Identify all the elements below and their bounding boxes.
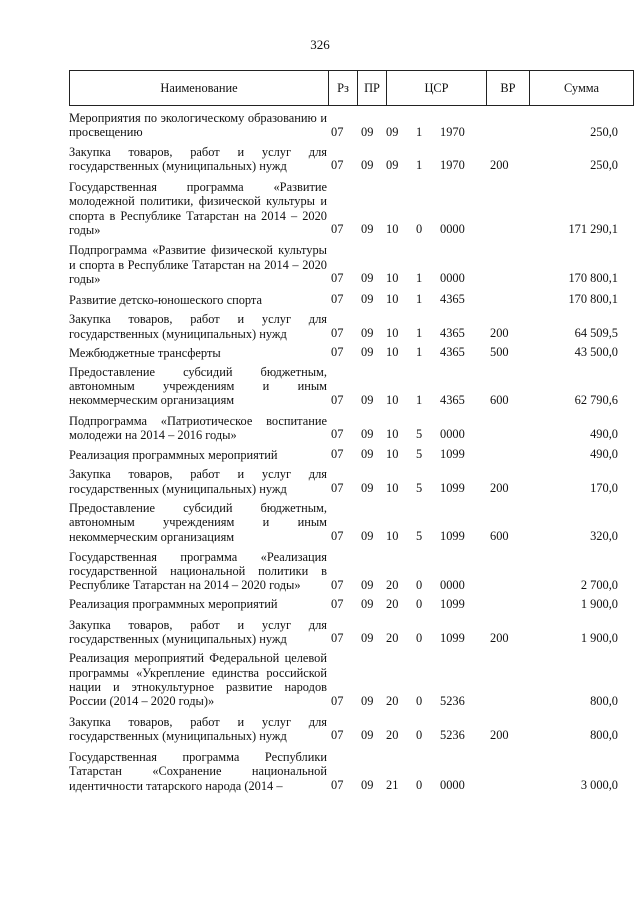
row-csr-program: 21 [386, 777, 399, 792]
row-sum: 800,0 [590, 728, 618, 743]
row-vr: 200 [490, 480, 509, 495]
row-csr-program: 20 [386, 693, 399, 708]
row-sum: 3 000,0 [580, 777, 618, 792]
row-rz: 07 [331, 596, 344, 611]
row-rz: 07 [331, 577, 344, 592]
row-csr-program: 10 [386, 392, 399, 407]
row-csr-program: 10 [386, 447, 399, 462]
row-csr-program: 10 [386, 427, 399, 442]
row-pr: 09 [361, 158, 374, 173]
table-row [69, 180, 634, 237]
row-name: Закупка товаров, работ и услуг для государственных (муниципальных) нужд [69, 312, 327, 341]
row-csr-item: 5236 [440, 693, 465, 708]
table-row [69, 447, 634, 462]
row-name: Закупка товаров, работ и услуг для государственных (муниципальных) нужд [69, 467, 327, 496]
budget-table [69, 70, 634, 793]
row-name: Государственная программа «Реализация государственной национальной политики в Республике Татарстан на 2014 – 2020 годы» [69, 549, 327, 593]
row-pr: 09 [361, 596, 374, 611]
row-sum: 2 700,0 [580, 577, 618, 592]
row-csr-item: 4365 [440, 292, 465, 307]
row-name: Реализация мероприятий Федеральной целевой программы «Укрепление единства российской нации и этнокультурное развитие народов России (2014 – 2020 годы)» [69, 651, 327, 709]
table-row [69, 715, 634, 744]
table-row [69, 292, 634, 307]
row-csr-item: 4365 [440, 392, 465, 407]
row-csr-item: 4365 [440, 325, 465, 340]
row-sum: 1 900,0 [580, 596, 618, 611]
row-rz: 07 [331, 427, 344, 442]
row-rz: 07 [331, 728, 344, 743]
table-row [69, 618, 634, 647]
row-pr: 09 [361, 728, 374, 743]
row-csr-subprogram: 0 [416, 222, 423, 237]
header-vr: ВР [486, 71, 529, 105]
row-pr: 09 [361, 777, 374, 792]
row-sum: 171 290,1 [568, 222, 618, 237]
row-csr-subprogram: 0 [416, 728, 423, 743]
row-rz: 07 [331, 124, 344, 139]
row-pr: 09 [361, 271, 374, 286]
row-csr-program: 20 [386, 577, 399, 592]
row-csr-item: 1099 [440, 596, 465, 611]
row-rz: 07 [331, 447, 344, 462]
row-csr-subprogram: 5 [416, 480, 423, 495]
page-number: 326 [310, 37, 330, 52]
row-sum: 800,0 [590, 693, 618, 708]
row-vr: 200 [490, 158, 509, 173]
table-header [69, 70, 634, 106]
row-csr-subprogram: 1 [416, 292, 423, 307]
table-row [69, 243, 634, 286]
row-pr: 09 [361, 292, 374, 307]
row-csr-program: 10 [386, 344, 399, 359]
row-csr-program: 20 [386, 728, 399, 743]
row-csr-program: 10 [386, 528, 399, 543]
row-pr: 09 [361, 528, 374, 543]
row-rz: 07 [331, 528, 344, 543]
row-vr: 200 [490, 728, 509, 743]
row-sum: 250,0 [590, 158, 618, 173]
table-row [69, 365, 634, 408]
row-pr: 09 [361, 631, 374, 646]
row-name: Развитие детско-юношеского спорта [69, 292, 262, 307]
row-csr-subprogram: 5 [416, 447, 423, 462]
row-csr-subprogram: 5 [416, 528, 423, 543]
header-name: Наименование [160, 80, 238, 95]
row-csr-subprogram: 0 [416, 596, 423, 611]
row-name: Подпрограмма «Развитие физической культуры и спорта в Республике Татарстан на 2014 – 2020 годы» [69, 243, 327, 286]
row-csr-item: 1099 [440, 631, 465, 646]
row-csr-subprogram: 0 [416, 577, 423, 592]
row-csr-program: 10 [386, 480, 399, 495]
header-rz: Рз [328, 71, 357, 105]
table-body [69, 111, 634, 793]
row-sum: 62 790,6 [574, 392, 618, 407]
row-csr-item: 4365 [440, 344, 465, 359]
row-csr-program: 10 [386, 271, 399, 286]
row-rz: 07 [331, 271, 344, 286]
row-rz: 07 [331, 292, 344, 307]
row-name: Межбюджетные трансферты [69, 345, 221, 360]
row-pr: 09 [361, 480, 374, 495]
table-row [69, 597, 634, 612]
row-sum: 250,0 [590, 124, 618, 139]
table-row [69, 501, 634, 544]
row-csr-program: 20 [386, 631, 399, 646]
row-rz: 07 [331, 392, 344, 407]
row-csr-item: 1970 [440, 158, 465, 173]
row-csr-subprogram: 0 [416, 693, 423, 708]
row-csr-subprogram: 1 [416, 325, 423, 340]
table-row [69, 414, 634, 443]
row-csr-item: 1970 [440, 124, 465, 139]
row-csr-program: 09 [386, 158, 399, 173]
row-csr-program: 10 [386, 222, 399, 237]
row-sum: 170 800,1 [568, 292, 618, 307]
row-csr-subprogram: 1 [416, 344, 423, 359]
row-pr: 09 [361, 447, 374, 462]
row-rz: 07 [331, 693, 344, 708]
table-row [69, 145, 634, 174]
row-pr: 09 [361, 427, 374, 442]
row-name: Предоставление субсидий бюджетным, автономным учреждениям и иным некоммерческим организациям [69, 500, 327, 544]
row-sum: 320,0 [590, 528, 618, 543]
row-pr: 09 [361, 124, 374, 139]
table-row [69, 312, 634, 341]
row-vr: 200 [490, 325, 509, 340]
row-sum: 490,0 [590, 447, 618, 462]
table-row [69, 651, 634, 708]
row-csr-subprogram: 1 [416, 158, 423, 173]
row-vr: 200 [490, 631, 509, 646]
row-rz: 07 [331, 325, 344, 340]
header-sum: Сумма [529, 71, 633, 105]
row-rz: 07 [331, 631, 344, 646]
row-sum: 64 509,5 [574, 325, 618, 340]
row-csr-item: 0000 [440, 427, 465, 442]
row-name: Закупка товаров, работ и услуг для государственных (муниципальных) нужд [69, 714, 327, 743]
row-rz: 07 [331, 344, 344, 359]
row-pr: 09 [361, 693, 374, 708]
row-rz: 07 [331, 777, 344, 792]
row-vr: 500 [490, 344, 509, 359]
row-csr-item: 1099 [440, 480, 465, 495]
row-name: Реализация программных мероприятий [69, 448, 278, 463]
row-csr-subprogram: 1 [416, 124, 423, 139]
row-pr: 09 [361, 392, 374, 407]
row-csr-item: 0000 [440, 777, 465, 792]
row-csr-program: 10 [386, 325, 399, 340]
header-csr: ЦСР [386, 71, 486, 105]
table-row [69, 467, 634, 496]
row-vr: 600 [490, 528, 509, 543]
row-rz: 07 [331, 222, 344, 237]
row-pr: 09 [361, 344, 374, 359]
row-name: Предоставление субсидий бюджетным, автономным учреждениям и иным некоммерческим организациям [69, 364, 327, 408]
row-name: Государственная программа Республики Татарстан «Сохранение национальной идентичности татарского народа (2014 – [69, 750, 327, 793]
row-csr-item: 0000 [440, 222, 465, 237]
row-csr-item: 0000 [440, 271, 465, 286]
row-sum: 1 900,0 [580, 631, 618, 646]
row-pr: 09 [361, 325, 374, 340]
row-csr-item: 1099 [440, 528, 465, 543]
row-pr: 09 [361, 222, 374, 237]
row-sum: 170,0 [590, 480, 618, 495]
row-name: Мероприятия по экологическому образованию и просвещению [69, 111, 327, 140]
row-rz: 07 [331, 158, 344, 173]
row-sum: 43 500,0 [574, 344, 618, 359]
row-pr: 09 [361, 577, 374, 592]
header-pr: ПР [357, 71, 386, 105]
table-row [69, 550, 634, 593]
row-csr-program: 09 [386, 124, 399, 139]
row-name: Государственная программа «Развитие молодежной политики, физической культуры и спорта в Республике Татарстан на 2014 – 2020 годы» [69, 180, 327, 238]
row-csr-subprogram: 0 [416, 631, 423, 646]
row-csr-subprogram: 1 [416, 271, 423, 286]
row-name: Подпрограмма «Патриотическое воспитание молодежи на 2014 – 2016 годы» [69, 413, 327, 443]
row-csr-program: 10 [386, 292, 399, 307]
row-csr-item: 5236 [440, 728, 465, 743]
row-csr-subprogram: 0 [416, 777, 423, 792]
row-csr-item: 1099 [440, 447, 465, 462]
row-sum: 490,0 [590, 427, 618, 442]
table-row [69, 111, 634, 140]
row-name: Закупка товаров, работ и услуг для государственных (муниципальных) нужд [69, 144, 327, 173]
row-csr-item: 0000 [440, 577, 465, 592]
row-sum: 170 800,1 [568, 271, 618, 286]
row-csr-program: 20 [386, 596, 399, 611]
row-vr: 600 [490, 392, 509, 407]
row-rz: 07 [331, 480, 344, 495]
row-csr-subprogram: 5 [416, 427, 423, 442]
row-csr-subprogram: 1 [416, 392, 423, 407]
row-name: Закупка товаров, работ и услуг для государственных (муниципальных) нужд [69, 617, 327, 647]
row-name: Реализация программных мероприятий [69, 597, 278, 612]
table-row [69, 750, 634, 793]
table-row [69, 345, 634, 360]
